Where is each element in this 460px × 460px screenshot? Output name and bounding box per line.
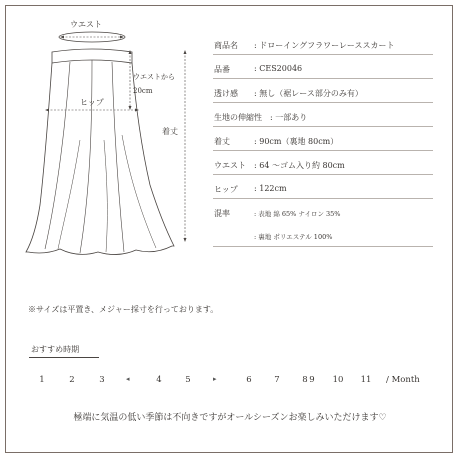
spec-divider [213, 102, 433, 103]
spec-divider [213, 126, 433, 127]
length-label: 着丈 [162, 127, 178, 136]
measurement-note: ※サイズは平置き、メジャー採寸を行っております。 [28, 305, 219, 314]
month-label: 8 [302, 375, 308, 385]
season-title: おすすめ時期 [31, 345, 80, 354]
spec-key: 品番 [214, 65, 230, 74]
spec-value: : 一部あり [270, 113, 308, 122]
month-label: 6 [246, 375, 252, 385]
spec-key: 透け感 [214, 89, 238, 98]
spec-divider [213, 198, 433, 199]
month-arrow-right-icon: ▸ [213, 375, 217, 383]
month-label: 3 [99, 375, 105, 385]
spec-value: : 64 〜ゴム入り約 80cm [254, 161, 345, 170]
hip-label: ヒップ [80, 98, 104, 107]
spec-value: : 裏地 ポリエステル 100% [254, 233, 333, 241]
spec-divider [213, 174, 433, 175]
month-label: 11 [360, 375, 372, 385]
spec-value: : 表地 綿 65% ナイロン 35% [254, 210, 341, 218]
month-label: 5 [185, 375, 191, 385]
spec-divider [213, 150, 433, 151]
spec-value: : 無し（裾レース部分のみ有） [254, 89, 363, 98]
season-title-underline [29, 357, 99, 358]
spec-key: 商品名 [214, 41, 238, 50]
month-label: 2 [69, 375, 75, 385]
spec-value: : CES20046 [254, 64, 303, 73]
waist-to-hip-value: 20cm [133, 87, 153, 95]
spec-key: 混率 [214, 209, 230, 218]
spec-value: : 122cm [254, 184, 287, 193]
spec-key: 生地の伸縮性 [214, 113, 262, 122]
spec-key: 着丈 [214, 137, 230, 146]
spec-divider [213, 246, 433, 247]
month-label: 1 [39, 375, 45, 385]
spec-value: : ドローイングフラワーレーススカート [254, 41, 395, 50]
spec-divider [213, 54, 433, 55]
spec-key: ウエスト [214, 161, 246, 170]
month-arrow-left-icon: ◂ [126, 375, 130, 383]
season-footer-note: 極端に気温の低い季節は不向きですがオールシーズンお楽しみいただけます♡ [73, 413, 387, 423]
month-label: 9 [309, 375, 315, 385]
month-label: 4 [156, 375, 162, 385]
month-label: 7 [274, 375, 280, 385]
waist-to-hip-label: ウエストから [133, 73, 175, 81]
spec-key: ヒップ [214, 185, 238, 194]
month-unit-label: / Month [386, 375, 420, 385]
month-label: 10 [332, 375, 344, 385]
spec-value: : 90cm（裏地 80cm） [254, 137, 339, 146]
waist-label: ウエスト [70, 20, 102, 29]
spec-divider [213, 78, 433, 79]
